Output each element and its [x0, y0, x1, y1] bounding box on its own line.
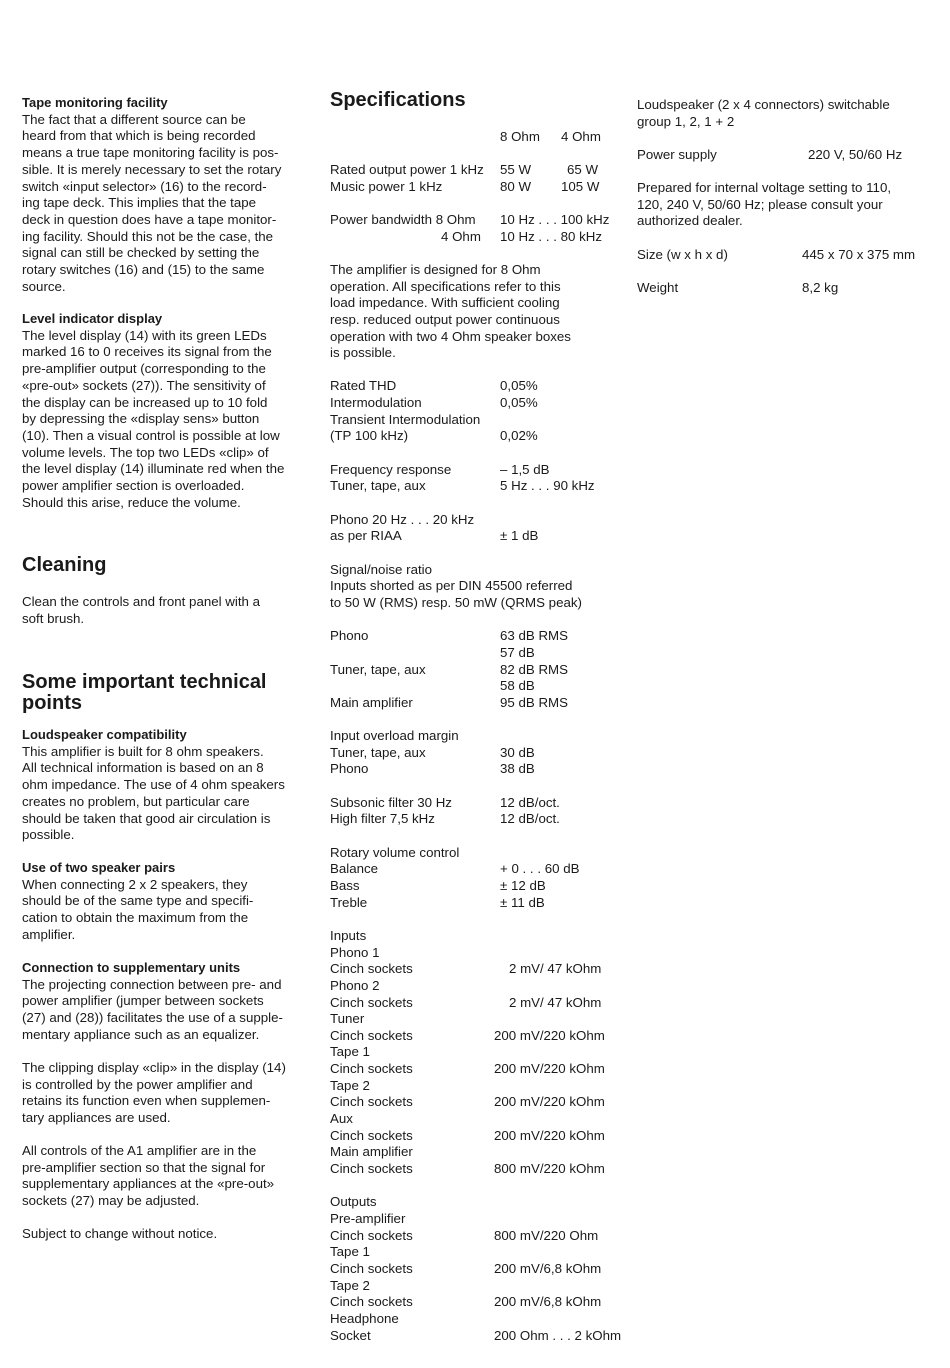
text-line: supplementary appliances at the «pre-out» [22, 1176, 275, 1192]
text-line: power amplifier (jumper between sockets [22, 993, 264, 1009]
text-line: the display can be increased up to 10 fold [22, 394, 268, 410]
spec-value: 30 dB [500, 744, 535, 760]
spec-value: 800 mV/220 Ohm [494, 1227, 599, 1243]
spec-row [330, 1111, 620, 1128]
spec-label: operation with two 4 Ohm speaker boxes [330, 328, 571, 344]
spec-row [330, 728, 620, 745]
text-line: The clipping display «clip» in the display (14) [22, 1060, 286, 1075]
spec-value: 10 Hz . . . 80 kHz [500, 228, 602, 244]
text-line: Should this arise, reduce the volume. [22, 494, 241, 510]
spec-value: + 0 . . . 60 dB [500, 861, 580, 877]
spec-row [330, 1161, 620, 1178]
spec-row [330, 595, 620, 612]
loudspeaker-compat-text [22, 744, 307, 844]
spec-value: 38 dB [500, 761, 535, 777]
spec-row [330, 395, 620, 412]
spec-row [330, 1078, 620, 1095]
header-4-ohm: 4 Ohm [561, 129, 601, 144]
technical-points-section [22, 672, 307, 714]
text-line: is controlled by the power amplifier and [22, 1076, 253, 1092]
spec-row [330, 1278, 620, 1295]
spec-label: Subsonic filter 30 Hz [330, 794, 452, 810]
spec-label: Cinch sockets [330, 961, 413, 977]
spec-label: Cinch sockets [330, 1027, 413, 1043]
spec-row [330, 462, 620, 479]
spec-row [330, 845, 620, 862]
title-line: Some important technical [22, 671, 267, 693]
spec-row [330, 662, 620, 679]
text-line: possible. [22, 827, 75, 843]
spec-label: Inputs shorted as per DIN 45500 referred [330, 578, 573, 594]
spec-label: Phono [330, 761, 369, 777]
spec-row [330, 378, 620, 395]
text-line: (10). Then a visual control is possible at low [22, 427, 280, 443]
spec-row [330, 878, 620, 895]
text-line: means a true tape monitoring facility is pos- [22, 145, 279, 161]
spec-label: The amplifier is designed for 8 Ohm [330, 261, 541, 277]
spec-row [330, 695, 620, 712]
specifications-title: Specifications [330, 89, 466, 111]
text-line: switch «input selector» (16) to the record- [22, 178, 267, 194]
spec-row [330, 795, 620, 812]
text-line: The level display (14) with its green LEDs [22, 327, 267, 343]
spec-label: 4 Ohm [441, 228, 481, 244]
level-indicator-heading: Level indicator display [22, 311, 163, 326]
spec-value: ± 1 dB [500, 528, 539, 544]
voltage-note [637, 180, 927, 230]
spec-label: Phono [330, 628, 369, 644]
spec-label: Phono 1 [330, 944, 380, 960]
spec-row [330, 828, 620, 845]
spec-value: 82 dB RMS [500, 661, 568, 677]
spec-row [330, 562, 620, 579]
spec-row [330, 528, 620, 545]
spec-row [330, 179, 620, 196]
spec-label: Intermodulation [330, 395, 422, 411]
text-line: amplifier. [22, 926, 76, 942]
spec-row [330, 578, 620, 595]
spec-value: 200 mV/220 kOhm [494, 1027, 605, 1043]
two-pairs-text [22, 877, 307, 944]
spec-label: to 50 W (RMS) resp. 50 mW (QRMS peak) [330, 594, 582, 610]
spec-label: Cinch sockets [330, 1294, 413, 1310]
spec-label: Tuner, tape, aux [330, 744, 426, 760]
spec-label: Tuner, tape, aux [330, 661, 426, 677]
spec-row [330, 945, 620, 962]
spec-row [330, 362, 620, 379]
spec-row [330, 329, 620, 346]
spec-value: 12 dB/oct. [500, 794, 560, 810]
spec-row [330, 1328, 620, 1345]
text-line: All technical information is based on an 8 [22, 760, 264, 776]
spec-row [330, 1044, 620, 1061]
supplementary-text [22, 977, 307, 1044]
spec-row [330, 861, 620, 878]
spec-value: 0,02% [500, 428, 538, 444]
spec-row [330, 645, 620, 662]
spec-label: Transient Intermodulation [330, 411, 481, 427]
text-line: power amplifier section is overloaded. [22, 478, 245, 494]
spec-row [330, 995, 620, 1012]
text-line: This amplifier is built for 8 ohm speakers. [22, 743, 264, 759]
spec-row [330, 229, 620, 246]
spec-row [330, 279, 620, 296]
spec-value: ± 11 dB [500, 894, 545, 910]
weight-row [637, 280, 927, 297]
spec-row [330, 811, 620, 828]
spec-value: 200 mV/6,8 kOhm [494, 1294, 602, 1310]
text-line: heard from that which is being recorded [22, 128, 256, 144]
spec-row [330, 262, 620, 279]
spec-row [330, 895, 620, 912]
spec-label: Rotary volume control [330, 844, 460, 860]
cleaning-section [22, 555, 307, 627]
spec-row [330, 678, 620, 695]
header-8-ohm: 8 Ohm [500, 129, 540, 144]
text-line: Clean the controls and front panel with a [22, 594, 261, 609]
cleaning-title: Cleaning [22, 554, 107, 576]
size-value: 445 x 70 x 375 mm [802, 247, 916, 262]
spec-value: 2 mV/ 47 kOhm [509, 994, 602, 1010]
level-indicator-text [22, 328, 307, 512]
spec-label: (TP 100 kHz) [330, 428, 409, 444]
spec-value: 5 Hz . . . 90 kHz [500, 478, 595, 494]
spec-row [330, 961, 620, 978]
spec-row [330, 312, 620, 329]
text-line: 120, 240 V, 50/60 Hz; please consult your [637, 196, 883, 212]
spec-row [330, 711, 620, 728]
spec-value: 200 mV/220 kOhm [494, 1127, 605, 1143]
spec-row [330, 1094, 620, 1111]
spec-label: Input overload margin [330, 728, 459, 744]
spec-label: is possible. [330, 345, 396, 361]
text-line: Loudspeaker (2 x 4 connectors) switchable [637, 97, 890, 112]
text-line: rotary switches (16) and (15) to the same [22, 262, 265, 278]
spec-row [330, 628, 620, 645]
supplementary-heading: Connection to supplementary units [22, 960, 241, 975]
spec-row [330, 745, 620, 762]
spec-row [330, 1294, 620, 1311]
spec-label: Music power 1 kHz [330, 178, 443, 194]
clipping-section [22, 1060, 307, 1127]
text-line: ohm impedance. The use of 4 ohm speakers [22, 777, 285, 793]
text-line: the level display (14) illuminate red when the [22, 461, 285, 477]
spec-row [330, 245, 620, 262]
spec-label: Aux [330, 1111, 353, 1126]
spec-value: – 1,5 dB [500, 461, 550, 477]
spec-label: Headphone [330, 1310, 399, 1326]
spec-row [330, 295, 620, 312]
spec-value: 55 W [500, 162, 532, 177]
level-indicator-section [22, 311, 307, 511]
spec-value: 0,05% [500, 395, 538, 411]
size-row [637, 247, 927, 264]
spec-row [330, 495, 620, 512]
text-line: group 1, 2, 1 + 2 [637, 113, 735, 129]
spec-row [330, 978, 620, 995]
loudspeaker-compat-section [22, 727, 307, 844]
spec-label: Cinch sockets [330, 1227, 413, 1243]
text-line: pre-amplifier output (corresponding to the [22, 361, 266, 377]
spec-value: 95 dB RMS [500, 694, 568, 710]
spec-label: Frequency response [330, 461, 452, 477]
spec-row [330, 445, 620, 462]
spec-label: resp. reduced output power continuous [330, 311, 560, 327]
spec-row [330, 1061, 620, 1078]
weight-label: Weight [637, 280, 679, 295]
spec-row [330, 512, 620, 529]
spec-label: Rated THD [330, 378, 397, 394]
spec-row [330, 1194, 620, 1211]
text-line: When connecting 2 x 2 speakers, they [22, 876, 248, 892]
spec-row [330, 162, 620, 179]
spec-row [330, 1311, 620, 1328]
spec-value: 0,05% [500, 378, 538, 394]
spec-row [330, 1011, 620, 1028]
spec-label: High filter 7,5 kHz [330, 811, 435, 827]
tape-monitoring-text [22, 112, 307, 296]
text-line: marked 16 to 0 receives its signal from the [22, 344, 272, 360]
spec-label: Phono 20 Hz . . . 20 kHz [330, 511, 475, 527]
spec-label: Cinch sockets [330, 1161, 413, 1176]
text-line: tary appliances are used. [22, 1110, 171, 1126]
spec-label: Treble [330, 894, 368, 910]
text-line: pre-amplifier section so that the signal for [22, 1159, 266, 1175]
tape-monitoring-heading: Tape monitoring facility [22, 95, 168, 110]
spec-row [330, 1128, 620, 1145]
spec-value: 80 W [500, 178, 532, 194]
text-line: cation to obtain the maximum from the [22, 910, 249, 926]
spec-row [330, 545, 620, 562]
spec-header-row [330, 129, 620, 146]
spec-value-4-ohm: 105 W [561, 178, 600, 194]
technical-points-title [22, 672, 307, 714]
spec-value: 63 dB RMS [500, 628, 568, 644]
size-label: Size (w x h x d) [637, 247, 728, 262]
spec-row [330, 612, 620, 629]
spec-row [330, 911, 620, 928]
spec-value: 200 mV/6,8 kOhm [494, 1260, 602, 1276]
spec-label: Tape 2 [330, 1077, 370, 1093]
spec-value-4-ohm: 65 W [567, 162, 599, 177]
spec-label: as per RIAA [330, 528, 402, 544]
spec-row [330, 1211, 620, 1228]
spec-label: Cinch sockets [330, 994, 413, 1010]
text-line: All controls of the A1 amplifier are in the [22, 1143, 257, 1158]
spec-label: Cinch sockets [330, 1127, 413, 1143]
spec-value: 12 dB/oct. [500, 811, 560, 827]
spec-value: 200 mV/220 kOhm [494, 1094, 605, 1110]
spec-row [330, 1178, 620, 1195]
spec-row [330, 1144, 620, 1161]
text-line: mentary appliance such as an equalizer. [22, 1026, 260, 1042]
spec-label: Pre-amplifier [330, 1210, 406, 1226]
tape-monitoring-section [22, 95, 307, 295]
text-line: deck in question does have a tape monitor- [22, 211, 277, 227]
spec-value: 58 dB [500, 678, 535, 694]
spec-row [330, 1261, 620, 1278]
text-line: volume levels. The top two LEDs «clip» of [22, 444, 269, 460]
spec-label: Signal/noise ratio [330, 561, 433, 577]
text-line: (27) and (28)) facilitates the use of a supple- [22, 1010, 283, 1026]
spec-label: operation. All specifications refer to this [330, 278, 561, 294]
spec-row [330, 928, 620, 945]
two-pairs-section [22, 860, 307, 944]
spec-label: Main amplifier [330, 694, 413, 710]
supplementary-section [22, 960, 307, 1044]
text-line: «pre-out» sockets (27)). The sensitivity of [22, 377, 266, 393]
spec-label: Cinch sockets [330, 1260, 413, 1276]
text-line: source. [22, 278, 66, 294]
spec-value: 57 dB [500, 644, 535, 660]
spec-value: 800 mV/220 kOhm [494, 1161, 605, 1176]
text-line: Prepared for internal voltage setting to 110, [637, 180, 892, 195]
spec-row [330, 761, 620, 778]
spec-value: ± 12 dB [500, 877, 546, 893]
spec-row [330, 1228, 620, 1245]
loudspeaker-compat-heading: Loudspeaker compatibility [22, 727, 187, 742]
title-line: points [22, 692, 82, 714]
spec-label: Balance [330, 861, 379, 877]
text-line: ing tape deck. This implies that the tape [22, 195, 257, 211]
spec-row [330, 412, 620, 429]
spec-label: Inputs [330, 927, 367, 943]
spec-row [330, 1028, 620, 1045]
text-line: retains its function even when supplemen- [22, 1093, 271, 1109]
spec-label: Cinch sockets [330, 1094, 413, 1110]
spec-row [330, 778, 620, 795]
spec-label: Cinch sockets [330, 1061, 413, 1077]
text-line: by depressing the «display sens» button [22, 411, 260, 427]
spec-label: Tape 1 [330, 1244, 370, 1260]
power-supply-row [637, 147, 927, 164]
spec-row [330, 195, 620, 212]
loudspeaker-switch [637, 97, 927, 130]
spec-row [330, 478, 620, 495]
text-line: sible. It is merely necessary to set the rotary [22, 161, 282, 177]
power-supply-value: 220 V, 50/60 Hz [808, 147, 903, 162]
spec-row [330, 345, 620, 362]
cleaning-text [22, 594, 307, 627]
spec-label: Tuner [330, 1011, 365, 1027]
text-line: creates no problem, but particular care [22, 793, 250, 809]
notice: Subject to change without notice. [22, 1226, 218, 1241]
spec-label: Tape 2 [330, 1277, 370, 1293]
text-line: should be taken that good air circulation is [22, 810, 271, 826]
controls-section [22, 1143, 307, 1210]
spec-label: Phono 2 [330, 977, 380, 993]
text-line: The projecting connection between pre- and [22, 976, 282, 992]
spec-label: Power bandwidth 8 Ohm [330, 211, 476, 227]
spec-label: Rated output power 1 kHz [330, 162, 484, 177]
spec-value: 2 mV/ 47 kOhm [509, 961, 602, 977]
power-supply-label: Power supply [637, 147, 717, 162]
spec-value: 10 Hz . . . 100 kHz [500, 211, 610, 227]
text-line: ing facility. Should this not be the case, the [22, 228, 274, 244]
weight-value: 8,2 kg [802, 280, 839, 295]
spec-label: Bass [330, 877, 360, 893]
two-pairs-heading: Use of two speaker pairs [22, 860, 176, 875]
spec-label: Socket [330, 1327, 371, 1343]
spec-value: 200 mV/220 kOhm [494, 1061, 605, 1077]
spec-label: load impedance. With sufficient cooling [330, 295, 560, 311]
text-line: soft brush. [22, 610, 85, 626]
text-line: sockets (27) may be adjusted. [22, 1193, 200, 1209]
spec-value: 200 Ohm . . . 2 kOhm [494, 1327, 622, 1343]
spec-label: Main amplifier [330, 1144, 413, 1160]
text-line: authorized dealer. [637, 213, 743, 229]
spec-label: Outputs [330, 1194, 377, 1210]
text-line: The fact that a different source can be [22, 111, 246, 127]
spec-label: Tape 1 [330, 1044, 370, 1060]
spec-row [330, 428, 620, 445]
spec-row [330, 1244, 620, 1261]
text-line: signal can still be checked by setting the [22, 245, 260, 261]
spec-label: Tuner, tape, aux [330, 478, 426, 494]
spec-row [330, 212, 620, 229]
text-line: should be of the same type and specifi- [22, 893, 254, 909]
